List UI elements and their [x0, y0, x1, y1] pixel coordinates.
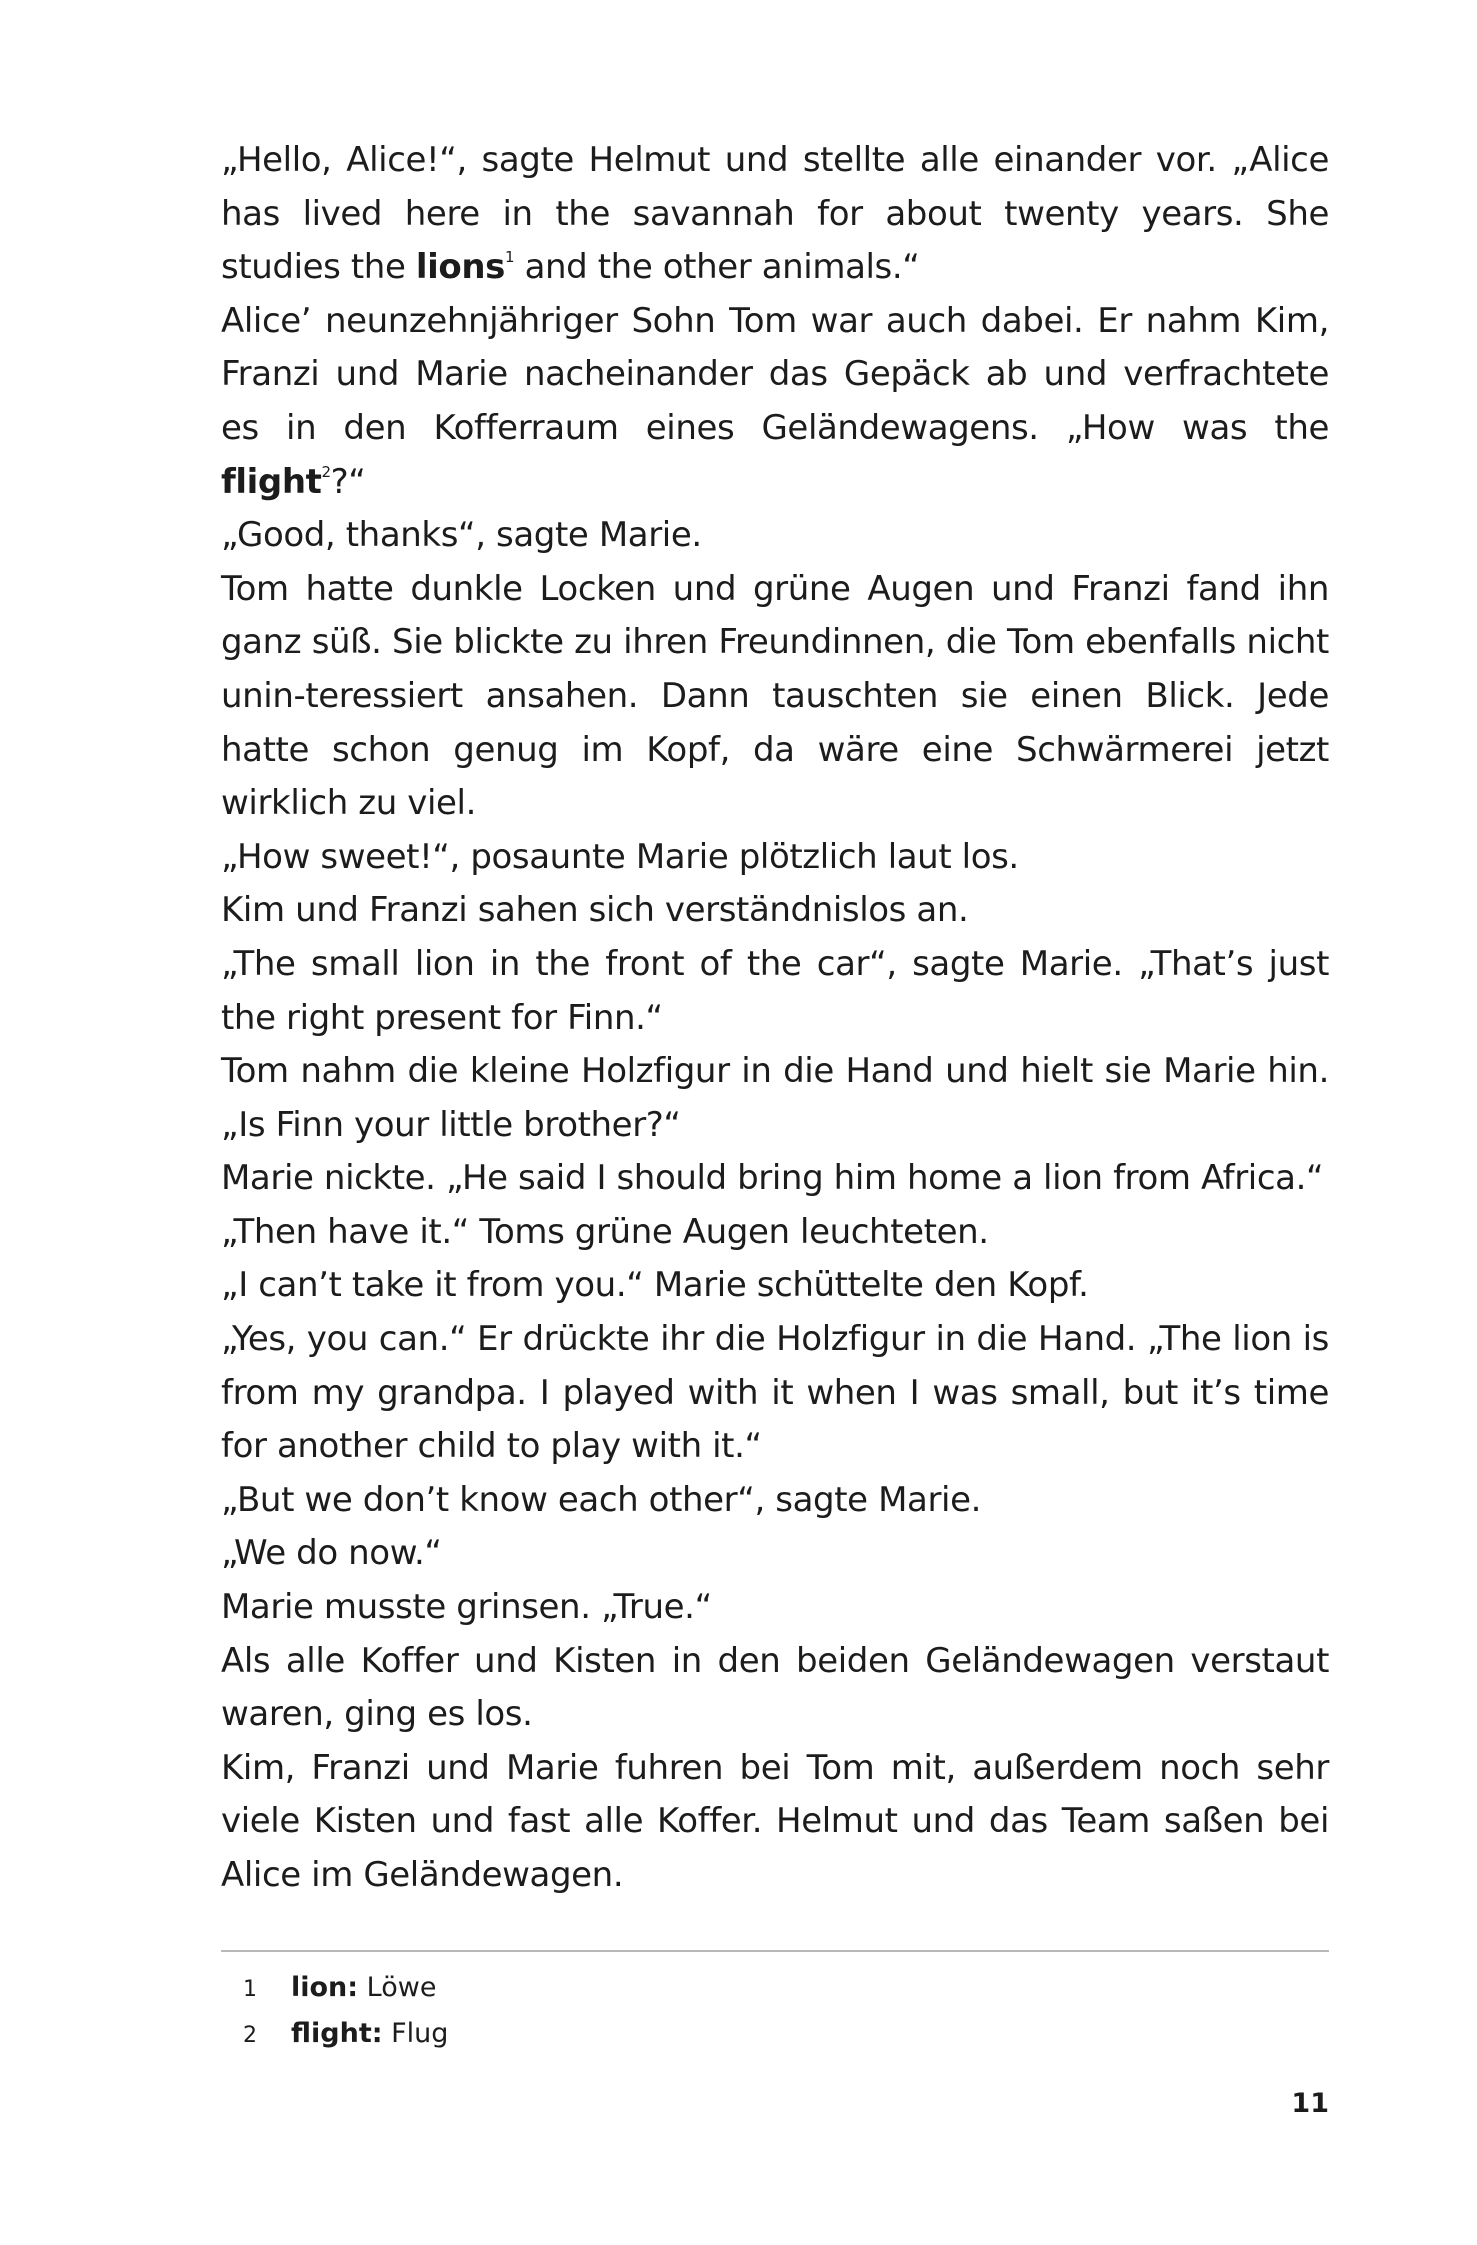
footnote-number: 1: [243, 1977, 257, 2002]
paragraph: [221, 134, 1329, 295]
paragraph: [221, 938, 1329, 1045]
footnote-divider: [221, 1950, 1329, 1952]
footnote-text: [291, 1966, 436, 2010]
paragraph: [221, 509, 1329, 563]
text-run: „Good, thanks“, sagte Marie.: [221, 515, 702, 556]
paragraph: [221, 1206, 1329, 1260]
paragraph: [221, 1152, 1329, 1206]
text-run: Als alle Koffer und Kisten in den beiden Geländewagen verstaut waren, ging es los.: [221, 1640, 1329, 1735]
paragraph: [221, 563, 1329, 831]
paragraph: [221, 1635, 1329, 1742]
paragraph: [221, 1742, 1329, 1903]
text-run: „Hello, Alice!“, sagte Helmut und stellte alle einander vor. „Alice has lived here in the savannah for about twenty years. She studies the: [221, 140, 1329, 288]
footnote-reference: 1: [505, 248, 515, 267]
text-run: „How sweet!“, posaunte Marie plötzlich laut los.: [221, 836, 1019, 877]
footnote-definition: Flug: [382, 2018, 449, 2049]
paragraph: [221, 295, 1329, 509]
footnotes: [221, 1966, 1329, 2058]
footnote-term: lion:: [291, 1972, 359, 2003]
footnote-text: [291, 2012, 448, 2056]
footnote-item: [221, 2012, 1329, 2058]
text-run: Kim, Franzi und Marie fuhren bei Tom mit, außerdem noch sehr viele Kisten und fast alle Koffer. Helmut und das Team saßen bei Alice im Geländewagen.: [221, 1747, 1329, 1895]
glossary-term: flight: [221, 461, 322, 502]
paragraph: [221, 884, 1329, 938]
footnote-number: 2: [243, 2023, 257, 2048]
text-run: „Yes, you can.“ Er drückte ihr die Holzfigur in die Hand. „The lion is from my grandpa. I played with it when I was small, but it’s time for another child to play with it.“: [221, 1319, 1329, 1467]
paragraph: [221, 1527, 1329, 1581]
text-run: Marie musste grinsen. „True.“: [221, 1587, 712, 1628]
text-run: „But we don’t know each other“, sagte Marie.: [221, 1479, 982, 1520]
text-run: Kim und Franzi sahen sich verständnislos an.: [221, 890, 969, 931]
body-text: [221, 134, 1329, 1903]
text-run: „The small lion in the front of the car“, sagte Marie. „That’s just the right present for Finn.“: [221, 943, 1329, 1038]
footnote-reference: 2: [321, 462, 331, 481]
glossary-term: lions: [415, 247, 505, 288]
text-run: and the other animals.“: [514, 247, 920, 288]
text-run: ?“: [330, 461, 366, 502]
paragraph: [221, 1581, 1329, 1635]
text-run: Tom hatte dunkle Locken und grüne Augen und Franzi fand ihn ganz süß. Sie blickte zu ihren Freundinnen, die Tom ebenfalls nicht unin-teressiert ansahen. Dann tauschten sie einen Blick. Jede hatte schon genug im Kopf, da wäre eine Schwärmerei jetzt wirklich zu viel.: [221, 568, 1329, 824]
paragraph: [221, 1045, 1329, 1152]
text-run: „Then have it.“ Toms grüne Augen leuchteten.: [221, 1211, 989, 1252]
text-run: Marie nickte. „He said I should bring him home a lion from Africa.“: [221, 1158, 1324, 1199]
footnote-item: [221, 1966, 1329, 2012]
text-run: „We do now.“: [221, 1533, 442, 1574]
text-run: Alice’ neunzehnjähriger Sohn Tom war auch dabei. Er nahm Kim, Franzi und Marie nacheinander das Gepäck ab und verfrachtete es in den Kofferraum eines Geländewagens. „How was the: [221, 300, 1329, 448]
paragraph: [221, 831, 1329, 885]
text-run: Tom nahm die kleine Holzfigur in die Hand und hielt sie Marie hin. „Is Finn your little brother?“: [221, 1051, 1329, 1145]
footnote-term: flight:: [291, 2018, 383, 2049]
page-number: 11: [1291, 2088, 1329, 2119]
footnote-definition: Löwe: [358, 1972, 437, 2003]
paragraph: [221, 1259, 1329, 1313]
text-run: „I can’t take it from you.“ Marie schüttelte den Kopf.: [221, 1265, 1089, 1306]
paragraph: [221, 1474, 1329, 1528]
paragraph: [221, 1313, 1329, 1474]
